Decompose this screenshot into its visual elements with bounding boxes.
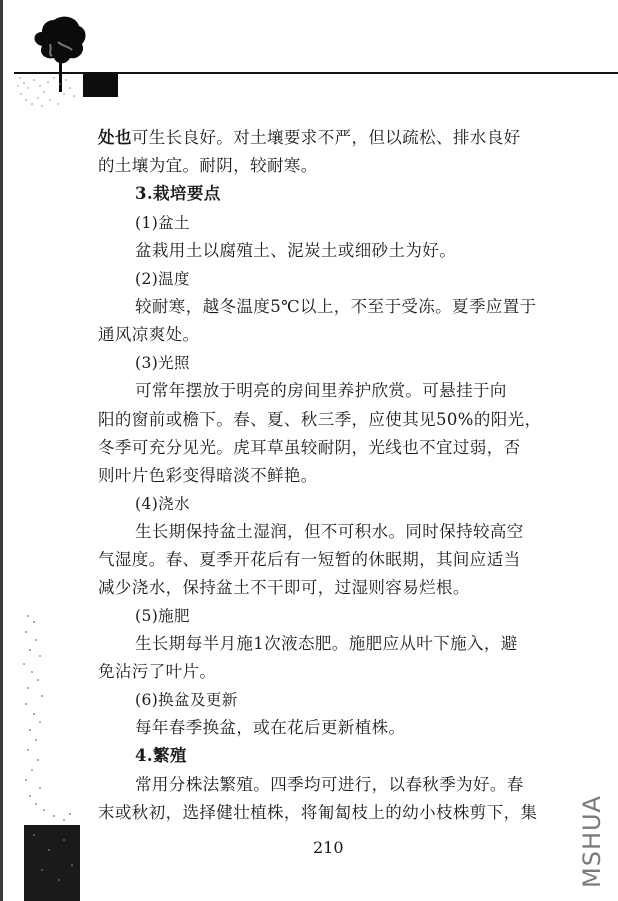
speckle-texture-left xyxy=(14,610,84,901)
watermark: MSHUA xyxy=(578,795,606,888)
paragraph-line: 通风凉爽处。 xyxy=(98,325,200,344)
header-black-block xyxy=(83,73,118,97)
paragraph-line xyxy=(98,128,521,148)
paragraph-line: 生长期保持盆土湿润，但不可积水。同时保持较高空 xyxy=(135,522,524,541)
paragraph-line: 阳的窗前或檐下。春、夏、秋三季，应使其见50%的阳光， xyxy=(98,410,542,429)
paragraph-line: 末或秋初，选择健壮植株，将匍匐枝上的幼小枝株剪下，集 xyxy=(98,803,538,822)
speckle-texture-top xyxy=(14,74,84,114)
paragraph-line: 冬季可充分见光。虎耳草虽较耐阴，光线也不宜过弱，否 xyxy=(98,438,521,457)
section-heading: 3.栽培要点 xyxy=(135,184,221,203)
paragraph-line: 免沾污了叶片。 xyxy=(98,662,217,681)
paragraph-line: 可常年摆放于明亮的房间里养护欣赏。可悬挂于向 xyxy=(135,381,507,400)
paragraph-line: 较耐寒，越冬温度5℃以上，不至于受冻。夏季应置于 xyxy=(135,297,537,316)
subsection-title: (4)浇水 xyxy=(135,495,190,513)
paragraph-line: 则叶片色彩变得暗淡不鲜艳。 xyxy=(98,466,318,485)
paragraph-line: 生长期每半月施1次液态肥。施肥应从叶下施入，避 xyxy=(135,634,518,653)
page-number: 210 xyxy=(313,838,344,857)
paragraph-line: 盆栽用土以腐殖土、泥炭土或细砂土为好。 xyxy=(135,241,457,260)
paragraph-line: 常用分株法繁殖。四季均可进行，以春秋季为好。春 xyxy=(135,775,524,794)
subsection-title: (1)盆土 xyxy=(135,214,190,232)
section-heading: 4.繁殖 xyxy=(135,746,187,765)
paragraph-line: 气湿度。春、夏季开花后有一短暂的休眠期，其间应适当 xyxy=(98,550,521,569)
bold-run: 处也 xyxy=(98,128,132,147)
subsection-title: (6)换盆及更新 xyxy=(135,691,238,709)
page-left-edge xyxy=(0,0,3,901)
paragraph-line: 的土壤为宜。耐阴，较耐寒。 xyxy=(98,156,318,175)
paragraph-line: 每年春季换盆，或在花后更新植株。 xyxy=(135,718,406,737)
paragraph-line: 减少浇水，保持盆土不干即可，过湿则容易烂根。 xyxy=(98,578,470,597)
subsection-title: (3)光照 xyxy=(135,354,190,372)
text-run: 可生长良好。对土壤要求不严，但以疏松、排水良好 xyxy=(131,128,521,147)
subsection-title: (5)施肥 xyxy=(135,607,190,625)
subsection-title: (2)温度 xyxy=(135,270,190,288)
